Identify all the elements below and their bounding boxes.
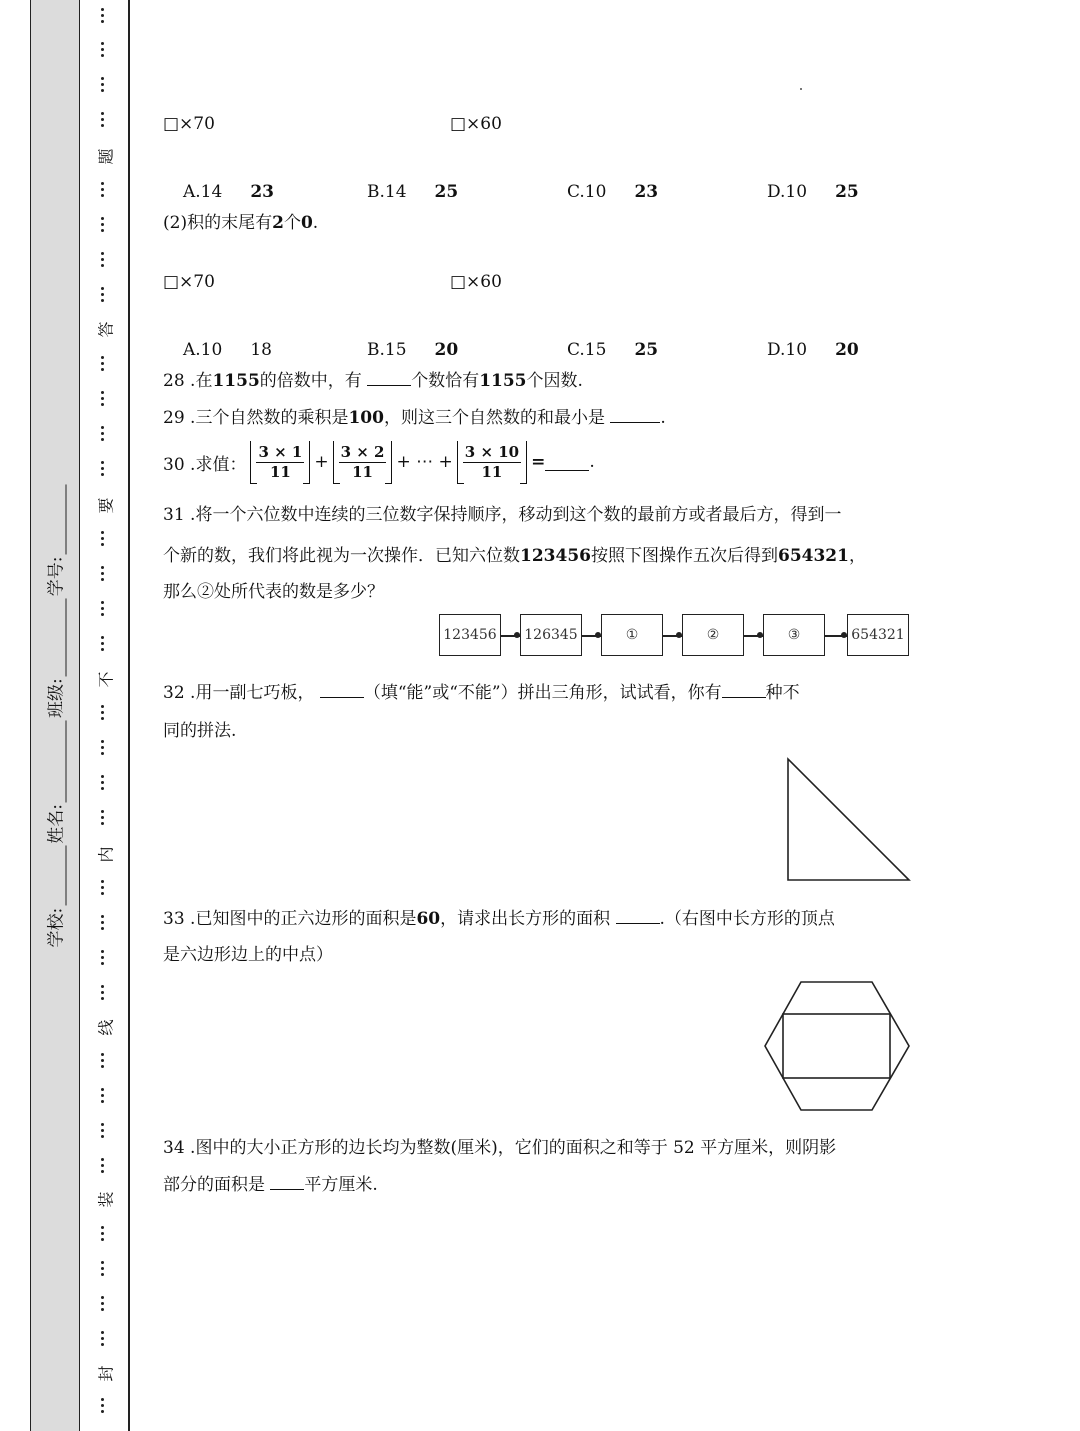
stem-number: 0 [300,213,313,233]
answer-blank[interactable] [722,681,766,698]
plus-sign: + [314,452,329,472]
denominator: 11 [352,462,373,481]
q-text: 29 .三个自然数的乘积是 [163,408,349,428]
class-blank[interactable] [48,598,67,676]
q-text: ， [848,546,866,566]
dots [101,740,104,758]
q-text: . [660,408,666,428]
dots [101,566,104,584]
dots [101,112,104,130]
dots [101,1261,104,1279]
option-d-1[interactable] [767,182,859,202]
dots [101,1398,104,1416]
id-label: 学号: [46,556,67,597]
cut-char: 要 [96,497,116,514]
q-text: （填“能”或“不能”）拼出三角形，试试看，你有 [363,683,722,703]
triangle-figure [785,756,913,884]
option-d-2[interactable] [767,340,859,360]
flow-box: 123456 [439,614,501,656]
flow-box: 126345 [520,614,582,656]
dots [101,217,104,235]
cut-char: 题 [96,148,116,165]
dots [101,880,104,898]
option-letter: D.10 [767,340,808,360]
dots [101,8,104,26]
option-value: 25 [835,182,859,202]
option-value: 23 [250,182,274,202]
q-number: 123456 [520,546,591,566]
option-c-1[interactable] [567,182,658,202]
question-34-line2 [163,1170,378,1195]
id-blank[interactable] [48,485,67,555]
expr-left-1: □×70 [163,114,215,134]
dots [101,42,104,60]
numerator: 3 × 1 [258,442,303,461]
student-info [42,483,67,948]
dots [101,601,104,619]
question-33-line2: 是六边形边上的中点） [163,945,333,965]
stem-text: 个 [283,213,301,233]
answer-blank[interactable] [616,907,660,924]
option-b-1[interactable] [367,182,458,202]
floor-bracket [333,441,393,484]
hexagon-rectangle-figure [761,978,913,1114]
dots [101,950,104,968]
q-text: 30 .求值： [163,454,247,475]
operation-flow-diagram [439,614,913,660]
q-text: 个因数. [526,371,583,391]
question-32-line2: 同的拼法. [163,721,237,741]
q-number: 1155 [212,371,260,391]
question-30 [163,436,595,488]
q-text: 部分的面积是 [163,1175,265,1195]
dots [101,1226,104,1244]
q27-part2-stem [163,208,318,233]
answer-blank[interactable] [545,454,589,471]
question-31-line2 [163,541,866,566]
option-letter: A.10 [183,340,223,360]
q-number: 100 [348,408,384,428]
flow-box: ③ [763,614,825,656]
q-text: ，则这三个自然数的和最小是 [383,408,605,428]
option-value: 20 [835,340,859,360]
answer-blank[interactable] [270,1173,304,1190]
dots [101,77,104,95]
dots [101,775,104,793]
dots [101,915,104,933]
q-text: 个数恰有 [411,371,480,391]
q-text: 个新的数，我们将此视为一次操作．已知六位数 [163,546,520,566]
scan-speck [800,88,802,90]
dots [101,1088,104,1106]
cut-char: 内 [96,846,116,863]
option-value: 20 [434,340,459,360]
q-text: 33 .已知图中的正六边形的面积是 [163,909,417,929]
question-32-line1 [163,678,800,703]
answer-blank[interactable] [610,406,660,423]
cut-char: 不 [96,671,116,688]
dots [101,391,104,409]
option-value: 25 [434,182,459,202]
fraction [256,443,304,482]
dots [101,1158,104,1176]
binding-line [128,0,130,1431]
dots [101,356,104,374]
option-value: 23 [634,182,659,202]
expr-left-2: □×70 [163,272,215,292]
floor-bracket [457,441,527,484]
q-text: ，请求出长方形的面积 [440,909,611,929]
fraction [463,443,521,482]
answer-blank[interactable] [367,369,411,386]
numerator: 3 × 2 [340,442,385,461]
q-text: 种不 [765,683,800,703]
question-31-line3: 那么②处所代表的数是多少？ [163,582,384,602]
option-letter: C.15 [567,340,607,360]
stem-text: (2)积的末尾有 [163,213,273,233]
q-text: . [589,452,595,472]
option-letter: B.14 [367,182,407,202]
numerator: 3 × 10 [464,442,520,461]
ellipsis: + ⋯ + [396,452,453,472]
denominator: 11 [481,462,503,481]
dots [101,182,104,200]
school-blank[interactable] [48,846,67,906]
flow-box: 654321 [847,614,909,656]
option-a-1[interactable] [183,182,274,202]
dots [101,636,104,654]
stem-text: . [312,213,319,233]
dots [101,252,104,270]
dots [101,1123,104,1141]
answer-blank[interactable] [320,681,364,698]
cut-char: 装 [96,1191,116,1208]
dots [101,1053,104,1071]
floor-bracket [250,441,310,484]
option-letter: D.10 [767,182,808,202]
cut-line [92,0,118,1431]
name-blank[interactable] [48,720,67,802]
class-label: 班级: [46,678,67,718]
cut-char: 封 [96,1365,116,1382]
dots [101,461,104,479]
q-text: 28 .在 [163,371,213,391]
question-34-line1: 34 .图中的大小正方形的边长均为整数(厘米)，它们的面积之和等于 52 平方厘米，则阴影 [163,1138,837,1158]
q-number: 60 [416,909,441,929]
q-text: 按照下图操作五次后得到 [590,546,778,566]
q-text: 平方厘米. [304,1175,378,1195]
dots [101,531,104,549]
dots [101,705,104,723]
q-text: .（右图中长方形的顶点 [659,909,835,929]
option-a-2[interactable] [183,340,272,360]
expr-right-2: □×60 [450,272,502,292]
option-value: 18 [250,340,272,360]
q-number: 1155 [479,371,527,391]
denominator: 11 [269,462,291,481]
flow-box: ① [601,614,663,656]
question-29 [163,403,666,428]
dots [101,1331,104,1349]
question-28 [163,366,583,391]
equals-sign: = [531,452,546,472]
option-letter: A.14 [183,182,223,202]
option-letter: C.10 [567,182,607,202]
expr-right-1: □×60 [450,114,502,134]
name-label: 姓名: [46,804,67,844]
q-text: 32 .用一副七巧板， [163,683,315,703]
fraction [339,443,387,482]
option-letter: B.15 [367,340,407,360]
q-number: 654321 [777,546,849,566]
cut-char: 答 [96,321,116,338]
option-value: 25 [634,340,659,360]
q-text: 的倍数中，有 [259,371,362,391]
option-c-2[interactable] [567,340,658,360]
question-31-line1: 31 .将一个六位数中连续的三位数字保持顺序，移动到这个数的最前方或者最后方，得到一 [163,505,842,525]
option-b-2[interactable] [367,340,458,360]
flow-box: ② [682,614,744,656]
dots [101,1296,104,1314]
dots [101,426,104,444]
dots [101,287,104,305]
stem-number: 2 [272,213,284,233]
school-label: 学校: [46,907,67,948]
dots [101,810,104,828]
question-33-line1 [163,904,835,929]
dots [101,985,104,1003]
cut-char: 线 [96,1019,116,1036]
